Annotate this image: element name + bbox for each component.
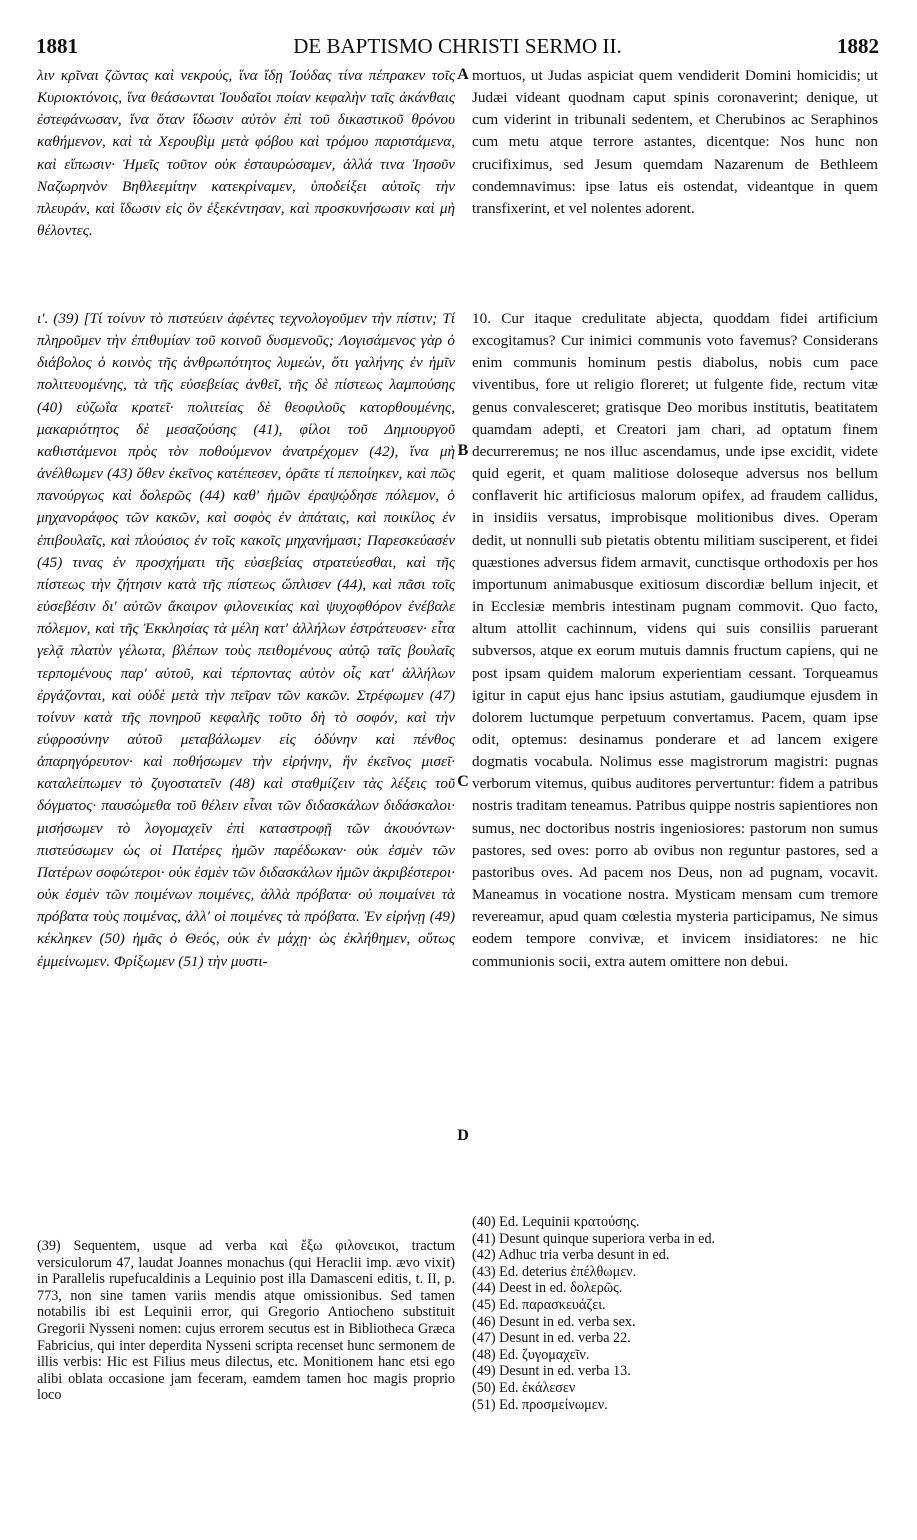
footnote-48: (48) Ed. ζυγομαχεῖν. <box>472 1346 590 1363</box>
running-title: DE BAPTISMO CHRISTI SERMO II. <box>293 34 622 58</box>
footnote-46: (46) Desunt in ed. verba sex. <box>472 1313 636 1330</box>
latin-paragraph-2: 10. Cur itaque credulitate abjecta, quoddam fidei artificium excogitamus? Cur inimici communis voto favemus? Considerans enim communis hominum pestis diabolus, nobis cum pace viventibus, fore ut religio floreret; ut fulgente fide, rectum vitæ genus convalesceret; gratisque Deo moribus institutis, beatitatem quamdam adepti, et Creatori jam chari, ad optatum finem decurreremus; ne nos illuc ascendamus, unde ipse excidit, videte quid egerit, et quam malitiose doloseque adversus nos bellum conflaverit hic artificiosus malorum opifex, ad fraudem callidus, in insidiis versatus, improbisque molitionibus dives. Operam dedit, ut nonnulli sub pietatis obtentu militiam susciperent, et fidei quæstiones adversus fidem armavit, cunctisque orthodoxis per hos importunum animabusque exitiosum discordiæ bellum injecit, et in Ecclesiæ membris intestinam pugnam commovit. Quo facto, altum attollit cachinnum, videns qui suis consiliis paruerant subversos, atque ex eorum mutuis damnis fructum capiens, qui ne post ipsam quidem malorum experientiam cessant. Torqueamus igitur in caput ejus hanc ipsius astutiam, gaudiumque ejusdem in dolorem luctumque perpetuum convertamus. Pacem, quam ipse odit, optemus: desinamus ponderare et ad lancem exigere dogmatis vocabula. Nolimus esse magistrorum magistri: pugnas verborum vitemus, quibus auditores pervertuntur: fidem a patribus nostris traditam teneamus. Patribus quippe nostris sapientiores non sumus, nec doctoribus nostris ingeniosiores: pastorum non sumus pastores, sed oves: porro ab ovibus non reguntur pastores, sed a pastoribus oves. Ad pacem nos Deus, non ad pugnam, vocavit. Maneamus in vocatione nostra. Mysticam mensam cum tremore revereamur, apud quam cœlestia mysteria participamus, Ne simus eodem tempore convivæ, et invicem insidiatores: ne hic communionis socii, extra autem omittere non debui. <box>472 310 878 970</box>
greek-paragraph-2: ι'. (39) [Τί τοίνυν τὸ πιστεύειν ἀφέντες τεχνολογοῦμεν τὴν πίστιν; Τί πληροῦμεν τὴν ἐπιθυμίαν τοῦ κοινοῦ δυσμενοῦς; Λογισάμενος γὰρ ὁ διάβολος ὁ κοινὸς τῆς ἀνθρωπότητος λυμεών, ὅτι γαλήνης ἐν ἡμῖν πολιτευομένης, τὰ τῆς εὐσεβείας ἀνθεῖ, τῆς δὲ πίστεως λαμπούσης (40) εὐζωΐα κρατεῖ· πολιτείας δὲ θεοφιλοῦς κατορθουμένης, μακαριότητος δὲ μεσαζούσης (41), φίλοι τοῦ Δημιουργοῦ καθιστάμενοι πρὸς τὸν ποθούμενον ἀνατρέχομεν (42), ἵνα μὴ ἀνέλθωμεν (43) ὅθεν ἐκεῖνος κατέπεσεν, ὁρᾶτε τί πεποίηκεν, καὶ πῶς πανούργως καὶ δολερῶς (44) καθ' ἡμῶν ἐραψῴδησε πόλεμον, ὁ μηχανοράφος τῶν κακῶν, καὶ σοφὸς ἐν ἀπάταις, καὶ ποικίλος ἐν ἐπιβουλαῖς, καὶ πλούσιος ἐν τοῖς κακοῖς μηχανήμασι; Παρεσκεύασέν (45) τινας ἐν προσχήματι τῆς εὐσεβείας στρατεύεσθαι, καὶ τῆς πίστεως τὴν ζήτησιν κατὰ τῆς πίστεως ὥπλισεν (44), καὶ πᾶσι τοῖς εὐσεβέσιν δι' αὐτῶν ἄκαιρον φιλονεικίας καὶ ψυχοφθόρον ἐνέβαλε πόλεμον, καὶ τῆς Ἐκκλησίας τὰ μέλη κατ' ἀλλήλων ἐστράτευσεν· εἶτα γελᾷ πλατὺν γέλωτα, βλέπων τοὺς πειθομένους αὐτῷ ταῖς βουλαῖς τερπομένους παρ' αὐτοῦ, καὶ τέρποντας αὐτὸν οἷς κατ' ἀλλήλων ἐργάζονται, καὶ οὐδὲ μετὰ τὴν πεῖραν τῶν κακῶν. Στρέφωμεν (47) τοίνυν κατὰ τῆς πονηροῦ κεφαλῆς τοῦτο δὴ τὸ σοφόν, καὶ τὴν εὐφροσύνην αὐτοῦ μεταβάλωμεν εἰς ὀδύνην καὶ πένθος ἀπαρηγόρευτον· καὶ ποθήσωμεν τὴν εἰρήνην, ἣν ἐκεῖνος μισεῖ· καταλείπωμεν τὸ ζυγοστατεῖν (48) καὶ σταθμίζειν τὰς λέξεις τοῦ δόγματος· παυσώμεθα τοῦ θέλειν εἶναι τῶν διδασκάλων διδάσκαλοι· μισήσωμεν τὸ λογομαχεῖν ἐπὶ καταστροφῇ τῶν ἀκουόντων· πιστεύσωμεν ὡς οἱ Πατέρες ἡμῶν παρέδωκαν· οὐκ ἐσμὲν τῶν Πατέρων σοφώτεροι· οὐκ ἐσμὲν τῶν διδασκάλων ἡμῶν ἀκριβέστεροι· οὐκ ἐσμὲν τῶν ποιμένων ποιμένες, ἀλλὰ πρόβατα· οὐ ποιμαίνει τὰ πρόβατα τοὺς ποιμένας, ἀλλ' οἱ ποιμένες τὰ πρόβατα. Ἐν εἰρήνῃ (49) κέκληκεν (50) ἡμᾶς ὁ Θεός, οὐκ ἐν μάχῃ· ὡς ἐκλήθημεν, οὕτως ἐμμείνωμεν. Φρίξωμεν (51) τὴν μυστι- <box>37 310 455 970</box>
section-marker-c: C <box>457 773 469 790</box>
right-column-number: 1882 <box>837 34 879 58</box>
footnote-51: (51) Ed. προσμείνωμεν. <box>472 1396 608 1413</box>
footnote-40: (40) Ed. Lequinii κρατούσης. <box>472 1214 640 1230</box>
footnote-41: (41) Desunt quinque superiora verba in ed. <box>472 1230 716 1247</box>
section-marker-a: A <box>457 66 469 83</box>
running-header <box>36 34 879 60</box>
footnote-39: (39) Sequentem, usque ad verba καὶ ἔξω φιλονεικοι, tractum versiculorum 47, laudat Joannes monachus (qui Heraclii imp. ævo vixit) in Parallelis rupefucaldinis a Lequinio post illa Damasceni editis, t. II, p. 773, non sine tamen variis mendis atque omissionibus. Sed tamen notabilis ibi est Lequinii error, qui Gregorio Antiocheno substituit Gregorii Nysseni nomen: cujus errorem secutus est in Bibliotheca Græca Fabricius, qui inter deperdita Nysseni scripta recenset hunc sermonem de illis verbis: Hic est Filius meus dilectus, etc. Monitionem hanc etsi ego alibi oblata occasione jam feceram, eamdem tamen hoc magis proprio loco <box>37 1238 455 1404</box>
footnote-47: (47) Desunt in ed. verba 22. <box>472 1330 631 1347</box>
latin-paragraph-1: mortuos, ut Judas aspiciat quem vendiderit Domini homicidis; ut Judæi videant quodnam caput spinis coronaverint; denique, ut cum viderint in tribunali sedentem, et Cherubinos ac Seraphinos cum metu atque terrore astantes, dicentque: Nos hunc non crucifiximus, sed Jesum quemdam Nazarenum de Bethleem condemnavimus: ipse latus eis ostendat, videantque in quem transfixerint, et vel nolentes adorent. <box>472 67 878 217</box>
footnote-42: (42) Adhuc tria verba desunt in ed. <box>472 1247 670 1264</box>
footnote-43: (43) Ed. deterius ἐπέλθωμεν. <box>472 1263 637 1280</box>
section-marker-d: D <box>457 1127 469 1144</box>
footnote-44: (44) Deest in ed. δολερῶς. <box>472 1280 623 1297</box>
greek-paragraph-1: λιν κρῖναι ζῶντας καὶ νεκρούς, ἵνα ἴδῃ Ἰούδας τίνα πέπρακεν τοῖς Κυριοκτόνοις, ἵνα θεάσωνται Ἰουδαῖοι ποίαν κεφαλὴν ταῖς ἀκάνθαις ἐστεφάνωσαν, ἵνα ὅταν ἴδωσιν αὐτὸν ἐπὶ τοῦ δικαστικοῦ θρόνου καθήμενον, καὶ τὰ Χερουβὶμ μετὰ φόβου καὶ τρόμου παριστάμενα, καὶ εἴπωσιν· Ἡμεῖς τοῦτον οὐκ ἐσταυρώσαμεν, ἀλλά τινα Ἰησοῦν Ναζωρηνὸν Βηθλεεμίτην κατεκρίναμεν, ὑποδείξει αὐτοῖς τὴν πλευράν, καὶ ἴδωσιν εἰς ὃν ἐξεκέντησαν, καὶ προσκυνήσωσιν καὶ μὴ θέλοντες. <box>37 67 455 240</box>
left-column-number: 1881 <box>36 34 78 58</box>
footnotes-right <box>472 1214 878 1413</box>
footnote-45: (45) Ed. παρασκευάζει. <box>472 1296 606 1313</box>
footnote-50: (50) Ed. ἐκάλεσεν <box>472 1379 576 1396</box>
section-marker-b: B <box>457 442 469 459</box>
footnote-49: (49) Desunt in ed. verba 13. <box>472 1363 631 1380</box>
